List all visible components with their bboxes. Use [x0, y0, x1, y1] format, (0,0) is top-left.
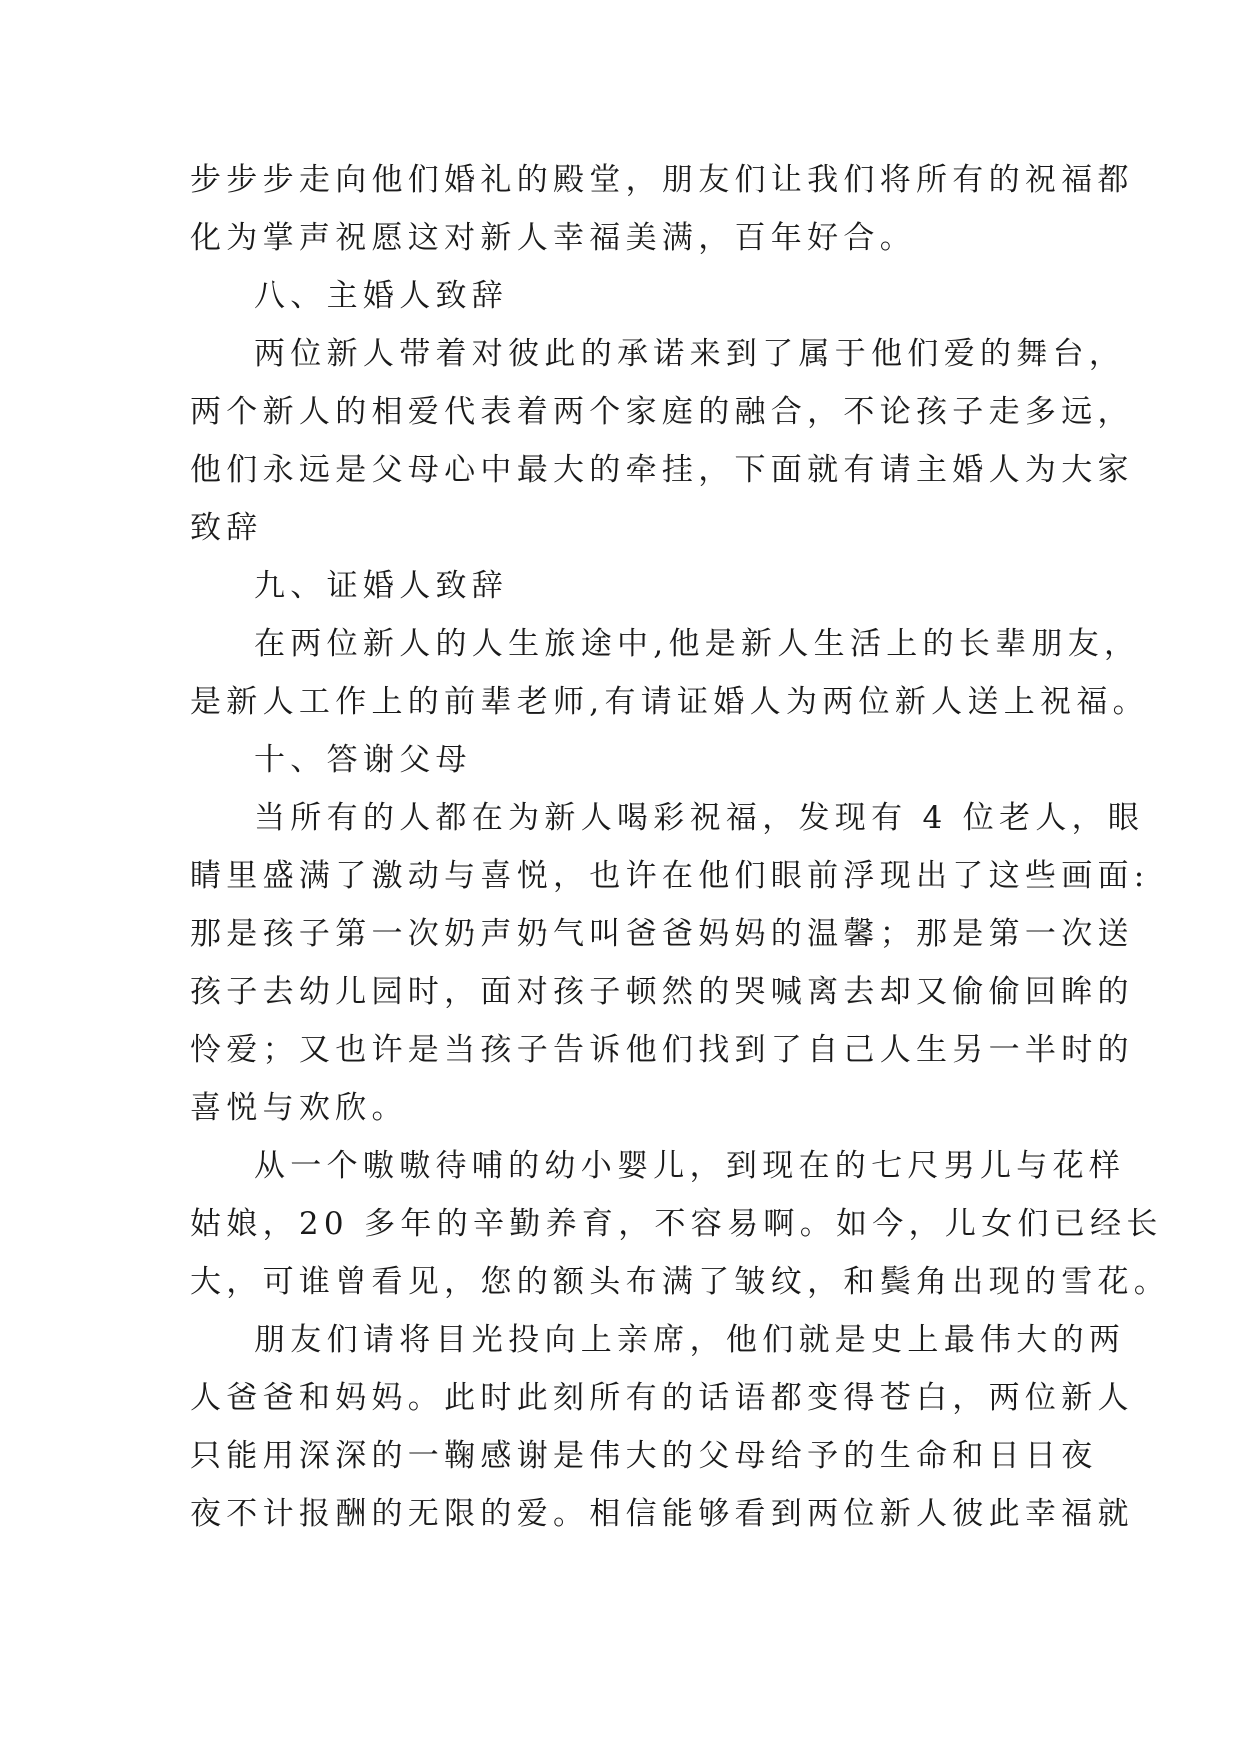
text-line: 朋友们请将目光投向上亲席，他们就是史上最伟大的两	[254, 1322, 1126, 1358]
text-line: 孩子去幼儿园时，面对孩子顿然的哭喊离去却又偷偷回眸的	[190, 974, 1134, 1010]
text-line: 只能用深深的一鞠感谢是伟大的父母给予的生命和日日夜	[190, 1438, 1098, 1474]
text-line: 在两位新人的人生旅途中,他是新人生活上的长辈朋友，	[254, 626, 1141, 662]
text-line: 怜爱；又也许是当孩子告诉他们找到了自己人生另一半时的	[190, 1032, 1134, 1068]
text-line: 喜悦与欢欣。	[190, 1090, 408, 1126]
text-line: 两个新人的相爱代表着两个家庭的融合，不论孩子走多远，	[190, 394, 1134, 430]
text-line: 夜不计报酬的无限的爱。相信能够看到两位新人彼此幸福就	[190, 1496, 1134, 1532]
section-heading: 八、主婚人致辞	[254, 278, 509, 314]
section-heading: 九、证婚人致辞	[254, 568, 509, 604]
text-line: 人爸爸和妈妈。此时此刻所有的话语都变得苍白，两位新人	[190, 1380, 1134, 1416]
text-line: 当所有的人都在为新人喝彩祝福，发现有 4 位老人，眼	[254, 800, 1145, 836]
text-line: 致辞	[190, 510, 263, 546]
text-line: 两位新人带着对彼此的承诺来到了属于他们爱的舞台，	[254, 336, 1126, 372]
text-line: 那是孩子第一次奶声奶气叫爸爸妈妈的温馨；那是第一次送	[190, 916, 1134, 952]
text-line: 大，可谁曾看见，您的额头布满了皱纹，和鬓角出现的雪花。	[190, 1264, 1171, 1300]
text-line: 步步步走向他们婚礼的殿堂，朋友们让我们将所有的祝福都	[190, 162, 1134, 198]
section-heading: 十、答谢父母	[254, 742, 472, 778]
text-line: 是新人工作上的前辈老师,有请证婚人为两位新人送上祝福。	[190, 684, 1149, 720]
text-line: 从一个嗷嗷待哺的幼小婴儿，到现在的七尺男儿与花样	[254, 1148, 1126, 1184]
text-line: 姑娘，20 多年的辛勤养育，不容易啊。如今，儿女们已经长	[190, 1206, 1163, 1242]
text-line: 化为掌声祝愿这对新人幸福美满，百年好合。	[190, 220, 916, 256]
text-line: 睛里盛满了激动与喜悦，也许在他们眼前浮现出了这些画面:	[190, 858, 1150, 894]
text-line: 他们永远是父母心中最大的牵挂，下面就有请主婚人为大家	[190, 452, 1134, 488]
body-text	[190, 160, 1171, 1552]
